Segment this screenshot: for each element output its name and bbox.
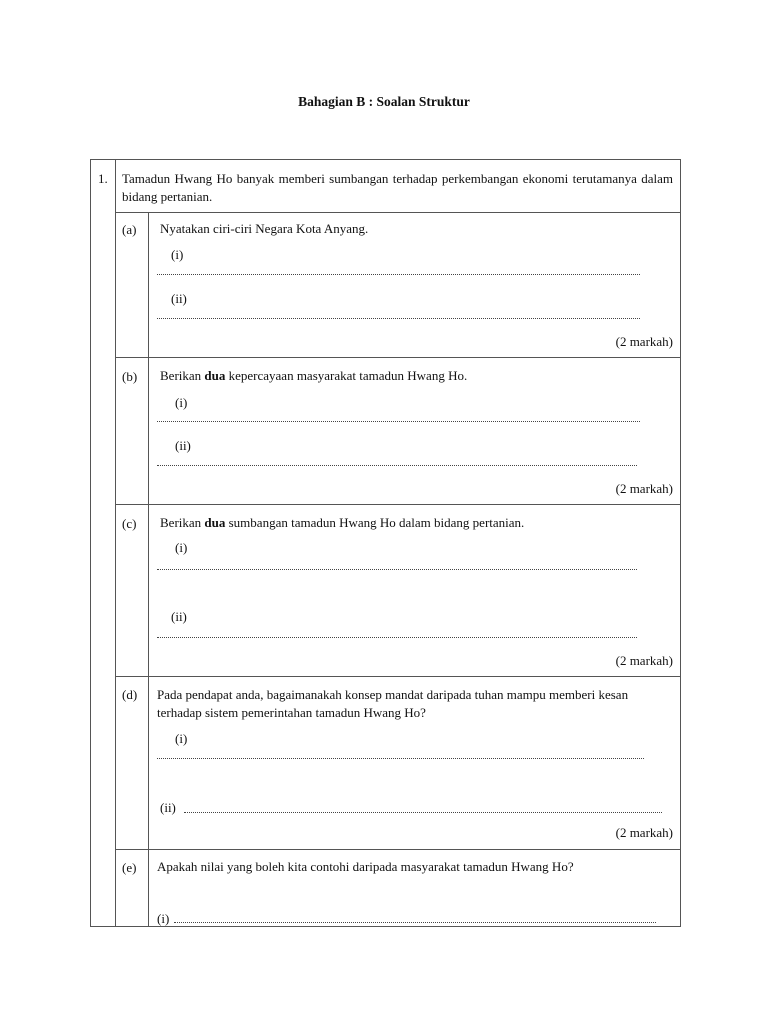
column-divider-part (148, 212, 149, 927)
part-b-marks: (2 markah) (615, 481, 673, 496)
part-c-label: (c) (122, 516, 137, 531)
row-divider-d (115, 849, 681, 850)
part-c-emphasis: dua (204, 515, 226, 530)
part-d-question: Pada pendapat anda, bagaimanakah konsep mandat daripada tuhan mampu memberi kesan terhadap sistem pemerintahan tamadun Hwang Ho? (157, 687, 629, 720)
part-a-sub-ii: (ii) (171, 291, 187, 306)
part-e-label: (e) (122, 860, 137, 875)
part-b-answer-line-ii[interactable] (157, 465, 637, 466)
part-c-sub-ii: (ii) (171, 609, 187, 624)
part-e-question: Apakah nilai yang boleh kita contohi daripada masyarakat tamadun Hwang Ho? (157, 859, 574, 874)
part-b-label: (b) (122, 369, 138, 384)
row-divider-b (115, 504, 681, 505)
part-a-question: Nyatakan ciri-ciri Negara Kota Anyang. (160, 221, 369, 236)
part-a-label: (a) (122, 222, 137, 237)
part-e-answer-line-i[interactable] (174, 922, 656, 923)
part-a-sub-i: (i) (171, 247, 184, 262)
part-a-answer-line-i[interactable] (157, 274, 640, 275)
part-b-question: Berikan dua kepercayaan masyarakat tamadun Hwang Ho. (160, 368, 468, 383)
row-divider-c (115, 676, 681, 677)
part-c-answer-line-i[interactable] (157, 569, 637, 570)
part-a-marks: (2 markah) (615, 334, 673, 349)
part-e-sub-i: (i) (157, 911, 170, 926)
part-d-label: (d) (122, 687, 138, 702)
part-a-answer-line-ii[interactable] (157, 318, 640, 319)
part-c-question: Berikan dua sumbangan tamadun Hwang Ho dalam bidang pertanian. (160, 515, 525, 530)
row-divider-intro (115, 212, 681, 213)
part-d-marks: (2 markah) (615, 825, 673, 840)
question-number: 1. (98, 171, 108, 186)
section-title: Bahagian B : Soalan Struktur (298, 94, 470, 109)
part-b-emphasis: dua (204, 368, 226, 383)
part-d-answer-line-ii[interactable] (184, 812, 662, 813)
row-divider-a (115, 357, 681, 358)
part-c-sub-i: (i) (175, 540, 188, 555)
part-c-answer-line-ii[interactable] (157, 637, 637, 638)
part-d-sub-ii: (ii) (160, 800, 176, 815)
part-d-sub-i: (i) (175, 731, 188, 746)
part-b-sub-ii: (ii) (175, 438, 191, 453)
question-intro: Tamadun Hwang Ho banyak memberi sumbangan terhadap perkembangan ekonomi terutamanya dalam bidang pertanian. (122, 171, 673, 204)
part-c-marks: (2 markah) (615, 653, 673, 668)
part-d-answer-line-i[interactable] (157, 758, 644, 759)
column-divider-number (115, 159, 116, 927)
part-b-sub-i: (i) (175, 395, 188, 410)
part-b-answer-line-i[interactable] (157, 421, 640, 422)
